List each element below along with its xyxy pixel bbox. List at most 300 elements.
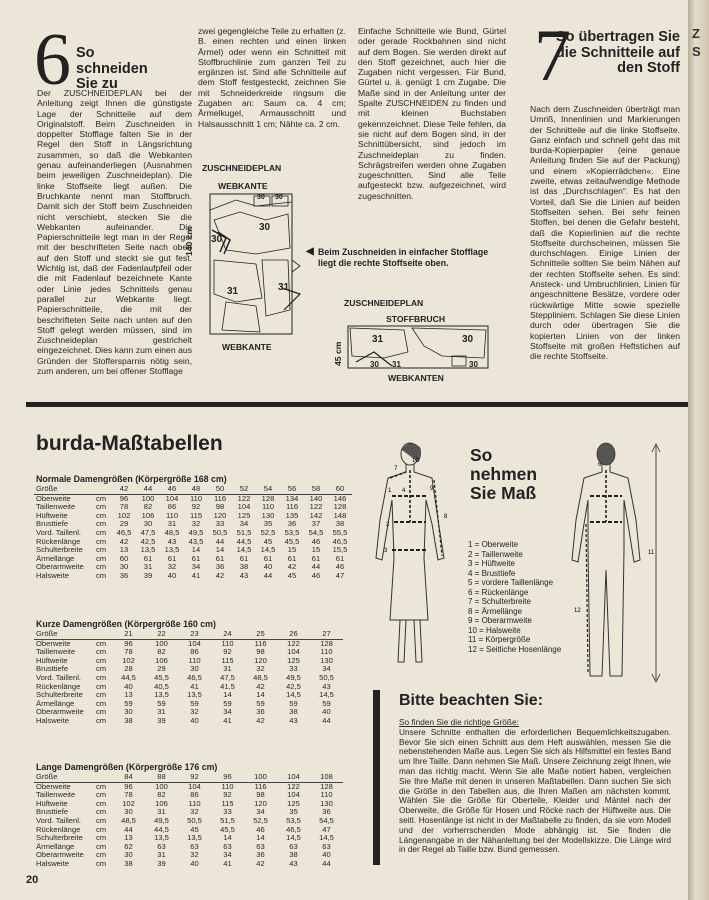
plan1-num-30b: 30 bbox=[275, 194, 283, 201]
table-cell: 61 bbox=[143, 553, 153, 563]
table-cell: 45,5 bbox=[154, 672, 169, 682]
table-cell: 78 bbox=[124, 790, 133, 800]
table-cell: 34 bbox=[322, 664, 331, 674]
table-cell: 92 bbox=[191, 502, 201, 512]
table-cell: 36 bbox=[256, 850, 265, 860]
table-cell: 42 bbox=[256, 681, 265, 691]
table-cell: 40 bbox=[190, 715, 199, 725]
table-cell: 54,5 bbox=[308, 527, 324, 537]
plan2-num-30c: 30 bbox=[469, 360, 478, 369]
table-cell: 116 bbox=[254, 781, 267, 791]
table-cell: 36 bbox=[215, 562, 225, 572]
table-cell: 45 bbox=[190, 824, 199, 834]
table-cell: 50,5 bbox=[187, 815, 202, 825]
table-cell: 44 bbox=[322, 715, 331, 725]
table-cell: 96 bbox=[124, 638, 133, 648]
table-cell: 14 bbox=[256, 833, 265, 843]
legend-item: 2 = Taillenweite bbox=[468, 549, 523, 559]
legend-item: 12 = Seitliche Hosenlänge bbox=[468, 644, 562, 654]
table-cell: 104 bbox=[237, 502, 251, 512]
table3 bbox=[34, 773, 343, 869]
plan2-num-30a: 30 bbox=[462, 334, 474, 345]
table-cell: cm bbox=[96, 824, 107, 834]
table-cell: 120 bbox=[254, 655, 267, 665]
table-cell: 42,5 bbox=[286, 681, 301, 691]
table-cell: 82 bbox=[157, 647, 166, 657]
table-cell: 15 bbox=[311, 545, 321, 555]
plan1-top-label: WEBKANTE bbox=[218, 181, 268, 191]
section-6-heading: So schneiden Sie zu bbox=[76, 45, 148, 92]
table1 bbox=[34, 485, 352, 581]
table-cell: 44,5 bbox=[121, 672, 136, 682]
table-cell: 13 bbox=[119, 545, 129, 555]
svg-text:9: 9 bbox=[430, 486, 434, 492]
table-cell: 102 bbox=[117, 510, 131, 520]
table-cell: 42 bbox=[256, 858, 265, 868]
table-header-row bbox=[34, 630, 343, 639]
table-cell: 31 bbox=[143, 562, 153, 572]
table-cell: 27 bbox=[310, 630, 343, 639]
table-cell: Rückenlänge bbox=[36, 681, 81, 691]
plan2-title: ZUSCHNEIDEPLAN bbox=[344, 298, 424, 308]
table-cell: 38 bbox=[239, 562, 249, 572]
table-cell: 48,5 bbox=[121, 815, 136, 825]
table-cell: 78 bbox=[119, 502, 129, 512]
table-cell: 128 bbox=[333, 502, 347, 512]
table-cell: 14,5 bbox=[319, 690, 334, 700]
table1-title: Normale Damengrößen (Körpergröße 168 cm) bbox=[36, 474, 227, 484]
table-cell: 30 bbox=[124, 850, 133, 860]
table-cell: 38 bbox=[335, 519, 345, 529]
svg-text:8: 8 bbox=[444, 514, 448, 520]
table-cell: 29 bbox=[119, 519, 129, 529]
table-cell: 60 bbox=[328, 485, 352, 494]
table-cell: 128 bbox=[320, 638, 333, 648]
table-cell: cm bbox=[96, 841, 107, 851]
table-cell: 14,5 bbox=[236, 545, 252, 555]
table-cell: cm bbox=[96, 655, 107, 665]
table-cell: cm bbox=[96, 502, 107, 512]
table-cell: cm bbox=[96, 562, 107, 572]
table-cell: 47,5 bbox=[140, 527, 156, 537]
table-cell: 48 bbox=[184, 485, 208, 494]
plan1-num-31b: 31 bbox=[278, 282, 290, 293]
table-cell: 39 bbox=[143, 570, 153, 580]
table-cell: 120 bbox=[213, 510, 227, 520]
table-cell: 42 bbox=[287, 562, 297, 572]
table-cell: 36 bbox=[256, 707, 265, 717]
table-cell: Ärmellänge bbox=[36, 698, 75, 708]
table-cell: Hüftweite bbox=[36, 655, 68, 665]
info-text-block bbox=[399, 718, 671, 855]
table-cell: 60 bbox=[119, 553, 129, 563]
table-cell: 38 bbox=[289, 850, 298, 860]
table-cell: 86 bbox=[190, 647, 199, 657]
table2-title: Kurze Damengrößen (Körpergröße 160 cm) bbox=[36, 619, 216, 629]
table-cell: 52,5 bbox=[260, 527, 276, 537]
table-cell: 135 bbox=[285, 510, 299, 520]
table-cell: 46 bbox=[335, 562, 345, 572]
table-cell: 86 bbox=[190, 790, 199, 800]
table-cell: 48,5 bbox=[253, 672, 268, 682]
table-cell: 30 bbox=[124, 707, 133, 717]
table-cell: 125 bbox=[287, 655, 300, 665]
svg-text:3: 3 bbox=[384, 548, 388, 554]
table-cell: 58 bbox=[304, 485, 328, 494]
table-cell: 84 bbox=[112, 773, 145, 782]
table-cell: cm bbox=[96, 833, 107, 843]
svg-text:6: 6 bbox=[598, 462, 602, 468]
table-cell: cm bbox=[96, 553, 107, 563]
table-cell: Taillenweite bbox=[36, 502, 76, 512]
plan2-num-31b: 31 bbox=[392, 360, 401, 369]
info-bar bbox=[373, 690, 380, 865]
table-cell: Größe bbox=[34, 485, 94, 494]
table-cell: cm bbox=[96, 545, 107, 555]
table-cell: 36 bbox=[287, 519, 297, 529]
table-cell: Vord. Taillenl. bbox=[36, 672, 82, 682]
table-cell: 44 bbox=[124, 824, 133, 834]
table-cell: 52,5 bbox=[253, 815, 268, 825]
table-cell: 13 bbox=[124, 833, 133, 843]
next-page-edge bbox=[688, 0, 709, 900]
table-cell: cm bbox=[96, 715, 107, 725]
table-cell: 46 bbox=[256, 824, 265, 834]
table-cell: 61 bbox=[215, 553, 225, 563]
table-cell: 28 bbox=[124, 664, 133, 674]
table-cell: 61 bbox=[167, 553, 177, 563]
table-cell: 110 bbox=[221, 781, 234, 791]
table-cell: cm bbox=[96, 536, 107, 546]
table-cell: Taillenweite bbox=[36, 647, 76, 657]
table-cell: 46,5 bbox=[187, 672, 202, 682]
table-cell: 63 bbox=[223, 841, 232, 851]
table-cell: 56 bbox=[280, 485, 304, 494]
table-cell: 14 bbox=[191, 545, 201, 555]
table-cell: Oberarmweite bbox=[36, 850, 84, 860]
table-cell: 32 bbox=[190, 707, 199, 717]
table-cell: cm bbox=[96, 681, 107, 691]
table-cell: 21 bbox=[112, 630, 145, 639]
table-cell: 122 bbox=[237, 493, 251, 503]
table-cell: 14 bbox=[223, 690, 232, 700]
legend-item: 9 = Oberarmweite bbox=[468, 616, 532, 625]
table-cell: Oberweite bbox=[36, 638, 71, 648]
table-cell: 50,5 bbox=[319, 672, 334, 682]
table-cell: 40,5 bbox=[154, 681, 169, 691]
table-cell: 59 bbox=[256, 698, 265, 708]
table-cell: 43 bbox=[322, 681, 331, 691]
table-cell: cm bbox=[96, 798, 107, 808]
table-cell: 104 bbox=[188, 781, 201, 791]
table-cell: 30 bbox=[119, 562, 129, 572]
table-cell: 61 bbox=[239, 553, 249, 563]
table-cell: Hüftweite bbox=[36, 510, 68, 520]
table-cell: 14,5 bbox=[286, 833, 301, 843]
table-cell: cm bbox=[96, 519, 107, 529]
svg-text:7: 7 bbox=[394, 466, 398, 472]
table-cell: 42 bbox=[119, 536, 129, 546]
table3-title: Lange Damengrößen (Körpergröße 176 cm) bbox=[36, 762, 218, 772]
table-cell: 92 bbox=[223, 647, 232, 657]
table-cell: 140 bbox=[309, 493, 323, 503]
table-cell: 41 bbox=[190, 681, 199, 691]
plan2-top-label: STOFFBRUCH bbox=[386, 314, 446, 324]
table-cell: 100 bbox=[155, 638, 168, 648]
table-cell: 115 bbox=[221, 798, 234, 808]
legend-item: 6 = Rückenlänge bbox=[468, 587, 529, 597]
table-cell: 49,5 bbox=[154, 815, 169, 825]
table-cell: 36 bbox=[119, 570, 129, 580]
table-cell: 34 bbox=[223, 707, 232, 717]
table-cell: 36 bbox=[322, 807, 331, 817]
table-cell: 110 bbox=[189, 493, 203, 503]
legend-item: 11 = Körpergröße bbox=[468, 635, 531, 644]
table-cell: 59 bbox=[322, 698, 331, 708]
table-cell: 40 bbox=[167, 570, 177, 580]
legend-item: 8 = Ärmellänge bbox=[468, 606, 523, 616]
table-cell: 108 bbox=[310, 773, 343, 782]
table-cell: cm bbox=[96, 707, 107, 717]
table-cell: cm bbox=[96, 858, 107, 868]
table-cell: 37 bbox=[311, 519, 321, 529]
table-header-row bbox=[34, 485, 352, 494]
table-cell: 50 bbox=[208, 485, 232, 494]
table-cell: 32 bbox=[190, 807, 199, 817]
table-cell: 98 bbox=[256, 647, 265, 657]
plan1-num-30c: 30 bbox=[259, 222, 271, 233]
table-cell: 32 bbox=[256, 664, 265, 674]
table-cell: 100 bbox=[155, 781, 168, 791]
table-cell: cm bbox=[96, 493, 107, 503]
plan2-num-30b: 30 bbox=[370, 360, 379, 369]
table-cell: 125 bbox=[237, 510, 251, 520]
table-cell: 13,5 bbox=[187, 690, 202, 700]
plan1-title: ZUSCHNEIDEPLAN bbox=[202, 163, 282, 173]
table-cell: Größe bbox=[34, 630, 94, 639]
legend-item: 3 = Hüftweite bbox=[468, 559, 515, 568]
table-cell bbox=[94, 485, 112, 494]
table-cell: 38 bbox=[124, 858, 133, 868]
table-cell: 92 bbox=[178, 773, 211, 782]
table-cell: 39 bbox=[157, 858, 166, 868]
table-cell: 50,5 bbox=[212, 527, 228, 537]
table-cell: 34 bbox=[223, 850, 232, 860]
table-cell: 146 bbox=[333, 493, 347, 503]
table-cell: 125 bbox=[287, 798, 300, 808]
table-cell: 49,5 bbox=[188, 527, 204, 537]
plan-arrow-icon: ◀ bbox=[306, 246, 314, 257]
table-cell: 33 bbox=[223, 807, 232, 817]
table-cell: 63 bbox=[322, 841, 331, 851]
table-cell: 122 bbox=[287, 781, 300, 791]
table-row bbox=[34, 572, 352, 581]
table-cell: 45 bbox=[263, 536, 273, 546]
table-cell: 110 bbox=[188, 798, 201, 808]
table-cell: Taillenweite bbox=[36, 790, 76, 800]
table-cell: 40 bbox=[263, 562, 273, 572]
measure-title: So nehmen Sie Maß bbox=[470, 445, 538, 503]
table-cell: 63 bbox=[289, 841, 298, 851]
svg-text:12: 12 bbox=[574, 608, 581, 614]
table-cell: 110 bbox=[320, 647, 333, 657]
table-cell: 24 bbox=[211, 630, 244, 639]
table-cell: Vord. Taillenl. bbox=[36, 815, 82, 825]
svg-text:11: 11 bbox=[648, 550, 655, 556]
table-cell: 46,5 bbox=[286, 824, 301, 834]
table-cell: 106 bbox=[155, 655, 168, 665]
table-cell: Schulterbreite bbox=[36, 690, 83, 700]
table-cell: 116 bbox=[285, 502, 299, 512]
page-number: 20 bbox=[26, 874, 39, 886]
info-title: Bitte beachten Sie: bbox=[399, 692, 544, 709]
table-cell: 62 bbox=[124, 841, 133, 851]
table-cell: 47 bbox=[335, 570, 345, 580]
table-cell: 96 bbox=[119, 493, 129, 503]
table-cell: 44 bbox=[311, 562, 321, 572]
section-6-text-col2: zwei gegengleiche Teile zu erhalten (z. B. einen rechten und einen linken Ärmel) oder wenn ein Schnitteil mit Stoffbruchlinie zum ganzen Teil zu ergänzen ist. Sind alle Schnitteile auf dem Stoff festgesteckt, zeichnen Sie mit Schneiderkreide ringsum die Zugaben an: Saum ca. 4 cm; Ärmelkugel, Armausschnitt und Halsausschnitt 1 cm; Nähte ca. 2 cm. bbox=[198, 26, 346, 129]
table-cell: 48,5 bbox=[164, 527, 180, 537]
info-body: Unsere Schnitte enthalten die erforderlichen Bequemlichkeitszugaben. Bevor Sie sich einen Schnitt aus dem Heft auswählen, messen Sie die nebenstehenden Maße aus. Legen Sie sich als Hilfsmittel ein festes Band um Ihre Taille. Dann nehmen Sie Maß. Unsere Zeichnung zeigt Ihnen, wie man das richtig macht. Wenn Sie alle Maße notiert haben, vergleichen Sie Ihre Maße mit denen in unseren Maßtabellen. Dann suchen Sie sich die Größe in den Tabellen aus, die Ihren Maßen am nächsten kommt. Wählen Sie die Größe für Oberteile, Kleider und Mäntel nach der Oberweite, die Größe für Hosen und Röcke nach der Hüftweite aus. Die seitl. Hosenlänge ist nicht in der Maßtabelle zu finden, da sie vom Modell und der vorherrschenden Mode abhängig ist. Sie finden die Längenangabe in der Nähanleitung bei der Modellskizze. Die Länge wird in der Regel ab Taille bzw. Bund gemessen. bbox=[399, 726, 671, 855]
table-cell: Schulterbreite bbox=[36, 833, 83, 843]
table-cell: 122 bbox=[309, 502, 323, 512]
tables-title: burda-Maßtabellen bbox=[36, 432, 223, 455]
plan1-num-31a: 31 bbox=[227, 286, 239, 297]
table-cell: 14 bbox=[223, 833, 232, 843]
table-cell: 110 bbox=[188, 655, 201, 665]
legend-item: 7 = Schulterbreite bbox=[468, 597, 531, 606]
table-cell: cm bbox=[96, 664, 107, 674]
table-cell: cm bbox=[96, 807, 107, 817]
table-cell: 15,5 bbox=[332, 545, 348, 555]
table-cell: 104 bbox=[287, 647, 300, 657]
table-cell: 115 bbox=[221, 655, 234, 665]
table-cell: 54,5 bbox=[319, 815, 334, 825]
table-cell: 41 bbox=[223, 858, 232, 868]
table-cell: 100 bbox=[141, 493, 155, 503]
table-cell: 44,5 bbox=[154, 824, 169, 834]
table-cell: 102 bbox=[122, 655, 135, 665]
table-cell: 30 bbox=[124, 807, 133, 817]
table-cell: Rückenlänge bbox=[36, 536, 81, 546]
table-cell: 51,5 bbox=[220, 815, 235, 825]
table-cell: 34 bbox=[256, 807, 265, 817]
table-cell: 14,5 bbox=[319, 833, 334, 843]
legend-item: 10 = Halsweite bbox=[468, 625, 521, 635]
table-cell: 33 bbox=[289, 664, 298, 674]
section-6-text-col1: Der ZUSCHNEIDEPLAN bei der Anleitung zeigt Ihnen die günstigste Lage der Schnitteile auf dem Originalstoff. Beim Zuschneiden in doppelter Stofflage falten Sie in der Regel den Stoff in Längsrichtung zusammen, so daß die Webkanten genau aufeinanderliegen (Ausnahmen beim jeweiligen Zuschneideplan). Die linke Stoffseite liegt außen. Die Bruchkante nennt man Stoffbruch. Damit sich der Stoff beim Zuschneiden nicht verschiebt, stecken Sie die Webkanten aufeinander. Die Papierschnitteile legt man in der Regel mit der beschrifteten Seite nach oben auf den Stoff und steckt sie gut fest. Wichtig ist, daß der Fadenlaufpfeil oder die mit Fadenlauf bezeichnete Kante oder Linie jedes Schnitteils genau parallel zur Webkante liegt. Papierschnitteile, die mit der beschrifteten Seite nach unten auf den Stoff gelegt werden müssen, sind im Zuschneideplan gestrichelt eingezeichnet. Dies kann zum einen aus Gründen der Stoffersparnis nötig sein, zum anderen, um bei offener Stofflage bbox=[37, 88, 192, 377]
table-cell: cm bbox=[96, 647, 107, 657]
table-cell: cm bbox=[96, 510, 107, 520]
table-cell: 41 bbox=[191, 570, 201, 580]
table-cell: 26 bbox=[277, 630, 310, 639]
table-cell: Halsweite bbox=[36, 570, 69, 580]
edge-letter-2: S bbox=[692, 44, 701, 59]
table-cell: Schulterbreite bbox=[36, 545, 83, 555]
table-cell: 46,5 bbox=[116, 527, 132, 537]
table-cell: 22 bbox=[145, 630, 178, 639]
table-cell: 116 bbox=[213, 493, 227, 503]
table-cell: 120 bbox=[254, 798, 267, 808]
legend-item: 5 = vordere Taillenlänge bbox=[468, 578, 554, 587]
table-cell: cm bbox=[96, 781, 107, 791]
table-cell: 59 bbox=[157, 698, 166, 708]
table-cell: Oberarmweite bbox=[36, 562, 84, 572]
table-cell: 47,5 bbox=[220, 672, 235, 682]
table-cell: 49,5 bbox=[286, 672, 301, 682]
plan1-bottom-label: WEBKANTE bbox=[222, 342, 272, 352]
table-cell: 35 bbox=[263, 519, 273, 529]
table-cell: 116 bbox=[254, 638, 267, 648]
table-cell bbox=[94, 773, 112, 782]
table-cell: Ärmellänge bbox=[36, 553, 75, 563]
table-cell: 59 bbox=[124, 698, 133, 708]
table-cell: 40 bbox=[124, 681, 133, 691]
table-cell: 130 bbox=[320, 798, 333, 808]
table-cell: cm bbox=[96, 790, 107, 800]
svg-text:2: 2 bbox=[386, 522, 390, 528]
table-cell: 82 bbox=[143, 502, 153, 512]
table-cell: 110 bbox=[261, 502, 275, 512]
table-cell: 100 bbox=[244, 773, 277, 782]
table-cell: cm bbox=[96, 698, 107, 708]
table-cell: 106 bbox=[141, 510, 155, 520]
section-6-number: 6 bbox=[34, 19, 71, 101]
table-cell: 13,5 bbox=[154, 833, 169, 843]
table-cell: 31 bbox=[167, 519, 177, 529]
table-cell: 44,5 bbox=[236, 536, 252, 546]
section-7-text: Nach dem Zuschneiden überträgt man Umriß, Innenlinien und Markierungen der Schnitteile auf die linke Stoffseite. Ganz einfach und schnell geht das mit burda-Kopierpapier (eine genaue Anleitung finden Sie auf der Packung) und einem »Kopierrädchen«. Eine zweite, etwas zeitaufwendige Methode ist das „Durchschlagen“. Es hat den Vorteil, daß Sie die Linien auf beiden Stoffseiten sehen. Bei sehr feinen Stoffen, bei denen die Gefahr besteht, daß die Kopierlinien auf die rechte Stoffseite durchscheinen, müssen Sie durchschlagen. Einige Linien der Schnitteile sollten Sie beim Nähen auf der rechten Stoffseite sehen. Es sind: Ansteck- und Umbruchlinien, Linien für angeschnittene Besätze, vordere oder rückwärtige Mitte sowie spezielle Steppliniem. Schlagen Sie diese Linien durch oder übertragen Sie die kopierten Linien von der linken Stoffseite mit großen Heftstichen auf die rechte Stoffseite. bbox=[530, 104, 680, 362]
table-cell: 86 bbox=[167, 502, 177, 512]
table-cell: 44 bbox=[263, 570, 273, 580]
table-cell: 78 bbox=[124, 647, 133, 657]
table-cell: 44 bbox=[322, 858, 331, 868]
table-cell: 92 bbox=[223, 790, 232, 800]
table-cell: 45 bbox=[287, 570, 297, 580]
table-row bbox=[34, 717, 343, 726]
table-cell: 96 bbox=[124, 781, 133, 791]
table-cell: 32 bbox=[191, 519, 201, 529]
table-cell: 52 bbox=[232, 485, 256, 494]
table-cell: 130 bbox=[320, 655, 333, 665]
table-cell: 96 bbox=[211, 773, 244, 782]
table-cell: 34 bbox=[191, 562, 201, 572]
table-cell: 110 bbox=[320, 790, 333, 800]
section-divider bbox=[26, 402, 688, 407]
table-cell: 13,5 bbox=[154, 690, 169, 700]
table-cell: 41 bbox=[223, 715, 232, 725]
table-cell: Oberweite bbox=[36, 493, 71, 503]
table-cell: 98 bbox=[256, 790, 265, 800]
table-cell: Rückenlänge bbox=[36, 824, 81, 834]
table-cell: 110 bbox=[221, 638, 234, 648]
section-6-text-col3: Einfache Schnitteile wie Bund, Gürtel oder gerade Rockbahnen sind nicht auf dem Bogen. Sie werden direkt auf den Stoff gezeichnet, auch hier die Zugaben nicht vergessen. Für Bund, Gürtel u. ä. genügt 1 cm Zugabe. Die Maße sind in der Anleitung unter der Spalte ZUSCHNEIDEN zu finden und mit kleinen Buchstaben gekennzeichnet. Diese Teile fehlen, da sie nicht auf dem Bogen sind, in der Schnittübersicht, sind jedoch im Zuschneideplan zu finden. Schrägstreifen werden ohne Zugaben zugeschnitten. Sind alle Teile aufgesteckt bzw. aufgezeichnet, wird zugeschnitten. bbox=[358, 26, 506, 201]
table-cell: 40 bbox=[322, 707, 331, 717]
table-cell: 34 bbox=[239, 519, 249, 529]
table-cell: 23 bbox=[178, 630, 211, 639]
measure-legend bbox=[468, 540, 561, 654]
table-cell: Brusttiefe bbox=[36, 519, 69, 529]
table-cell: 25 bbox=[244, 630, 277, 639]
table-cell: 31 bbox=[223, 664, 232, 674]
plan2-num-31a: 31 bbox=[372, 334, 384, 345]
female-figure-front bbox=[366, 440, 466, 685]
plan2-side-label: 45 cm bbox=[333, 341, 343, 366]
table-cell: 104 bbox=[188, 638, 201, 648]
info-subtitle: So finden Sie die richtige Größe: bbox=[399, 717, 519, 727]
table-cell bbox=[94, 630, 112, 639]
table-cell: 53,5 bbox=[284, 527, 300, 537]
